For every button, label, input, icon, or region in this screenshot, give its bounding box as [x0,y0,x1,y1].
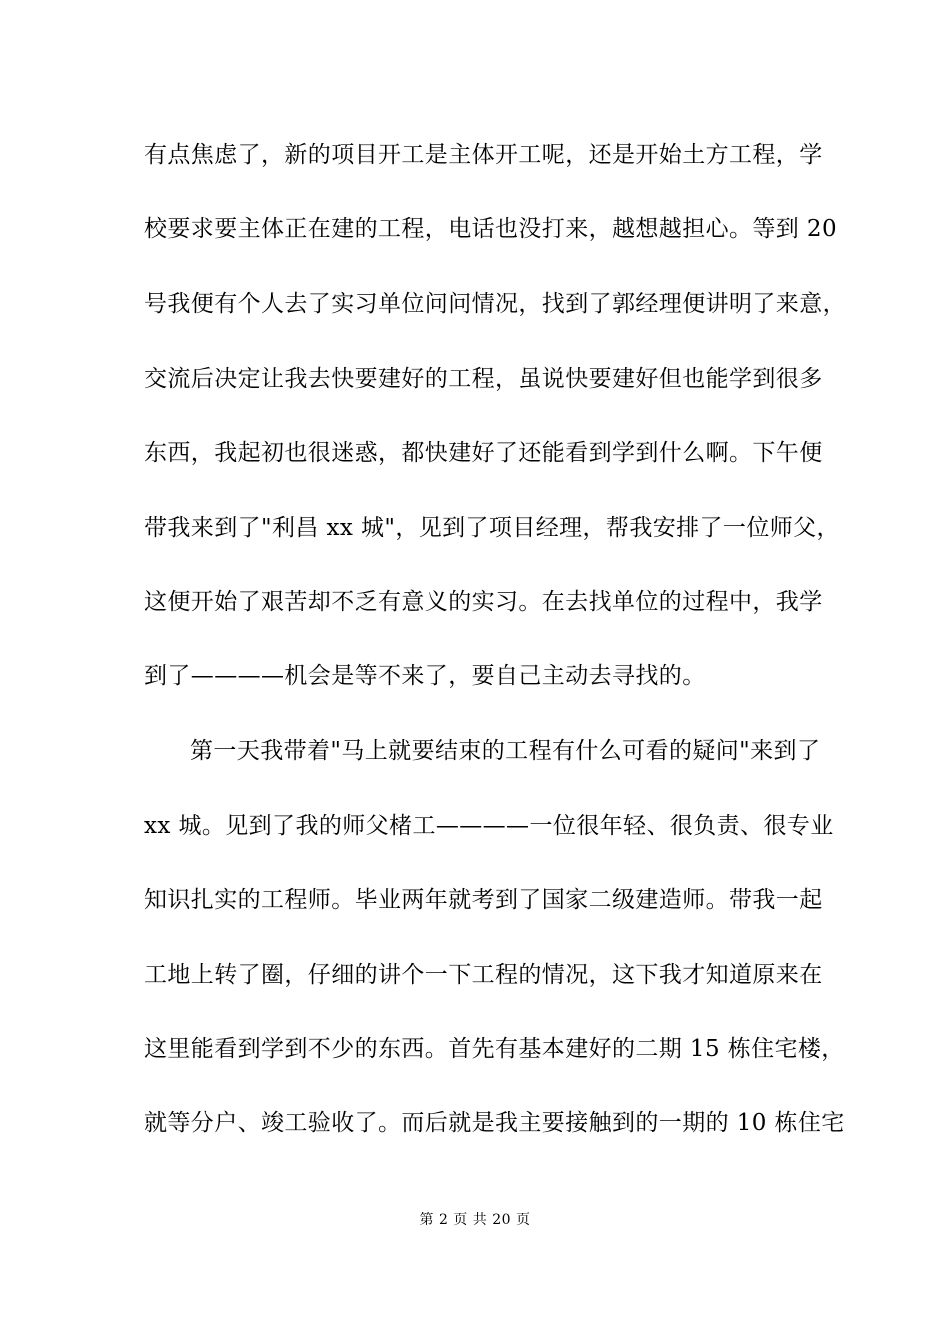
paragraph-1-line-8: 到了————机会是等不来了，要自己主动去寻找的。 [144,663,706,689]
paragraph-1-line-2: 校要求要主体正在建的工程，电话也没打来，越想越担心。等到 20 [144,216,837,242]
paragraph-2-line-5: 这里能看到学到不少的东西。首先有基本建好的二期 15 栋住宅楼， [144,1036,845,1062]
paragraph-1-line-7: 这便开始了艰苦却不乏有意义的实习。在去找单位的过程中，我学 [144,589,823,615]
paragraph-2-line-4: 工地上转了圈，仔细的讲个一下工程的情况，这下我才知道原来在 [144,962,823,988]
paragraph-1-line-5: 东西，我起初也很迷惑，都快建好了还能看到学到什么啊。下午便 [144,440,823,466]
paragraph-2-line-1: 第一天我带着"马上就要结束的工程有什么可看的疑问"来到了 [190,738,821,764]
page-number-footer: 第 2 页 共 20 页 [419,1212,531,1228]
paragraph-2-line-3: 知识扎实的工程师。毕业两年就考到了国家二级建造师。带我一起 [144,887,823,913]
paragraph-2-line-6: 就等分户、竣工验收了。而后就是我主要接触到的一期的 10 栋住宅 [144,1110,845,1136]
paragraph-1-line-6: 带我来到了"利昌 xx 城"，见到了项目经理，帮我安排了一位师父， [144,515,840,541]
paragraph-1-line-4: 交流后决定让我去快要建好的工程，虽说快要建好但也能学到很多 [144,366,823,392]
paragraph-1-line-1: 有点焦虑了，新的项目开工是主体开工呢，还是开始土方工程，学 [144,142,823,168]
paragraph-1-line-3: 号我便有个人去了实习单位问问情况，找到了郭经理便讲明了来意， [144,291,846,317]
paragraph-2-line-2: xx 城。见到了我的师父楮工————一位很年轻、很负责、很专业 [144,813,834,839]
